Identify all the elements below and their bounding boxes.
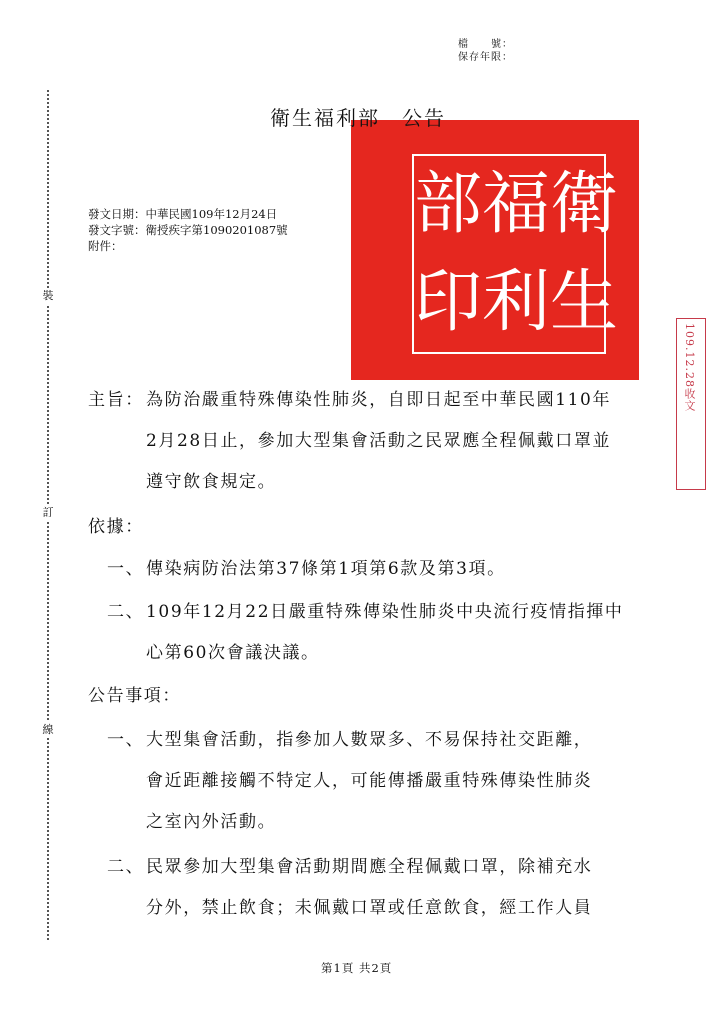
file-info: [458, 38, 513, 64]
attachment-label: 附件：: [88, 239, 123, 253]
subject-label: 主旨：: [88, 390, 144, 410]
seal-char: 印: [414, 263, 483, 342]
seal-characters: [414, 156, 619, 352]
basis-item-text: 心第60次會議決議。: [146, 643, 320, 663]
agency-name: 衛生福利部: [270, 106, 380, 130]
basis-item-text: 109年12月22日嚴重特殊傳染性肺炎中央流行疫情指揮中: [146, 602, 624, 622]
basis-item-number: 一、: [107, 559, 145, 579]
seal-char: 生: [550, 263, 619, 342]
subject-line: 為防治嚴重特殊傳染性肺炎，自即日起至中華民國110年: [146, 390, 612, 410]
binding-mark-xian: 線: [39, 722, 57, 738]
received-stamp: [676, 318, 706, 490]
seal-border: [412, 154, 619, 354]
retention-period-label: 保存年限：: [458, 52, 513, 63]
notice-item-text: 民眾參加大型集會活動期間應全程佩戴口罩，除補充水: [146, 857, 593, 877]
notices-label: 公告事項：: [88, 686, 181, 706]
binding-mark-zhuang: 裝: [39, 288, 57, 304]
document-meta: [88, 206, 288, 254]
seal-char: 部: [414, 165, 483, 244]
basis-item-text: 傳染病防治法第37條第1項第6款及第3項。: [146, 559, 506, 579]
notice-item-text: 之室內外活動。: [146, 812, 277, 832]
subject-line: 2月28日止，參加大型集會活動之民眾應全程佩戴口罩並: [146, 431, 612, 451]
page-title: [270, 102, 446, 131]
seal-char: 福: [482, 165, 551, 244]
notice-item-text: 分外，禁止飲食；未佩戴口罩或任意飲食，經工作人員: [146, 898, 593, 918]
binding-mark-ding: 訂: [39, 505, 57, 521]
basis-label: 依據：: [88, 517, 144, 537]
document-number: 發文字號：衛授疾字第1090201087號: [88, 223, 288, 237]
notice-item-number: 二、: [107, 857, 145, 877]
file-number-label: 檔 號：: [458, 39, 513, 50]
received-stamp-text: 109.12.28收文: [683, 323, 696, 412]
notice-item-number: 一、: [107, 730, 145, 750]
official-seal: [351, 120, 639, 380]
seal-char: 衛: [550, 165, 619, 244]
subject-line: 遵守飲食規定。: [146, 472, 277, 492]
notice-item-text: 大型集會活動，指參加人數眾多、不易保持社交距離，: [146, 730, 593, 750]
document-type: 公告: [402, 106, 446, 130]
seal-char: 利: [482, 263, 551, 342]
basis-item-number: 二、: [107, 602, 145, 622]
notice-item-text: 會近距離接觸不特定人，可能傳播嚴重特殊傳染性肺炎: [146, 771, 593, 791]
issue-date: 發文日期：中華民國109年12月24日: [88, 207, 278, 221]
page-number: 第1頁 共2頁: [321, 961, 393, 975]
